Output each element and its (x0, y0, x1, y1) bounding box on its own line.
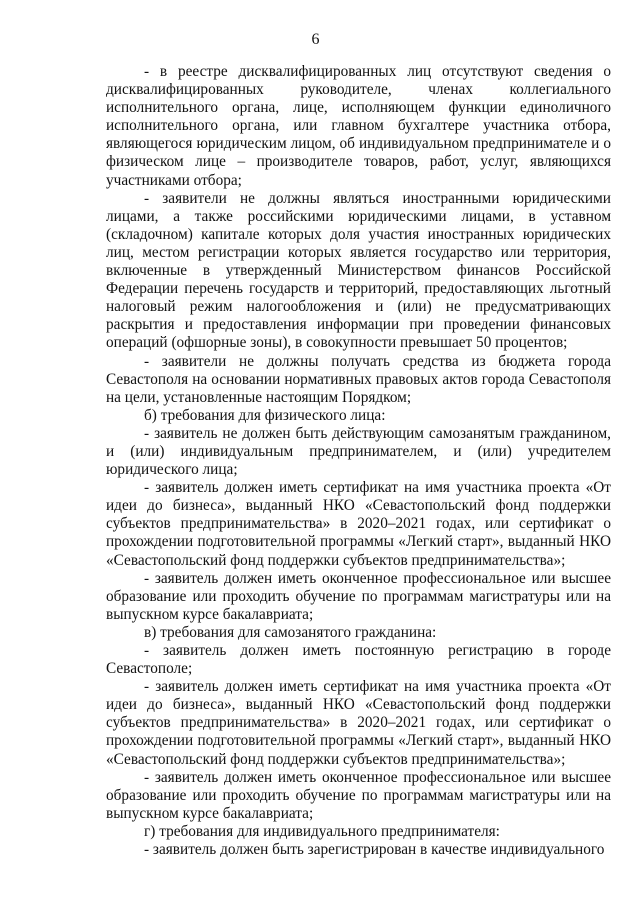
paragraph-registration-sevastopol: - заявитель должен иметь постоянную регистрацию в городе Севастополе; (106, 642, 611, 678)
paragraph-foreign-entities: - заявители не должны являться иностранными юридическими лицами, а также российскими юридическими лицами, в уставном (складочном) капитале которых доля участия иностранных юридических лиц, местом регистрации которых является государство или территория, включенные в утвержденный Министерством финансов Российской Федерации перечень государств и территорий, предоставляющих льготный налоговый режим налогообложения и (или) не предусматривающих раскрытия и предоставления информации при проведении финансовых операций (офшорные зоны), в совокупности превышает 50 процентов; (106, 189, 611, 352)
paragraph-education-individual: - заявитель должен иметь оконченное профессиональное или высшее образование или проходить обучение по программам магистратуры или на выпускном курсе бакалавриата; (106, 569, 611, 623)
paragraph-not-self-employed: - заявитель не должен быть действующим самозанятым гражданином, и (или) индивидуальным предпринимателем, и (или) учредителем юридического лица; (106, 424, 611, 479)
heading-individual-requirements: б) требования для физического лица: (144, 406, 386, 424)
paragraph-disqualified-registry: - в реестре дисквалифицированных лиц отсутствуют сведения о дисквалифицированных руководителе, членах коллегиального исполнительного органа, лице, исполняющем функции единоличного исполнительного органа, или главном бухгалтере участника отбора, являющегося юридическим лицом, об индивидуальном предпринимателе и о физическом лице – производителе товаров, работ, услуг, являющихся участниками отбора; (106, 63, 611, 189)
heading-self-employed-requirements: в) требования для самозанятого гражданина: (144, 623, 437, 641)
paragraph-education-self-employed: - заявитель должен иметь оконченное профессиональное или высшее образование или проходить обучение по программам магистратуры или на выпускном курсе бакалавриата; (106, 768, 611, 822)
document-body (106, 63, 611, 859)
heading-entrepreneur-requirements: г) требования для индивидуального предпринимателя: (144, 822, 500, 840)
paragraph-certificate-individual: - заявитель должен иметь сертификат на имя участника проекта «От идеи до бизнеса», выданный НКО «Севастопольский фонд поддержки субъектов предпринимательства» в 2020–2021 годах, или сертификат о прохождении подготовительной программы «Легкий старт», выданный НКО «Севастопольский фонд поддержки субъектов предпринимательства»; (106, 479, 611, 569)
paragraph-budget-funds: - заявители не должны получать средства из бюджета города Севастополя на основании нормативных правовых актов города Севастополя на цели, установленные настоящим Порядком; (106, 352, 611, 406)
page-number: 6 (311, 31, 320, 48)
paragraph-entrepreneur-registration: - заявитель должен быть зарегистрирован в качестве индивидуального (144, 841, 605, 859)
paragraph-certificate-self-employed: - заявитель должен иметь сертификат на имя участника проекта «От идеи до бизнеса», выданный НКО «Севастопольский фонд поддержки субъектов предпринимательства» в 2020–2021 годах, или сертификат о прохождении подготовительной программы «Легкий старт», выданный НКО «Севастопольский фонд поддержки субъектов предпринимательства»; (106, 678, 611, 768)
